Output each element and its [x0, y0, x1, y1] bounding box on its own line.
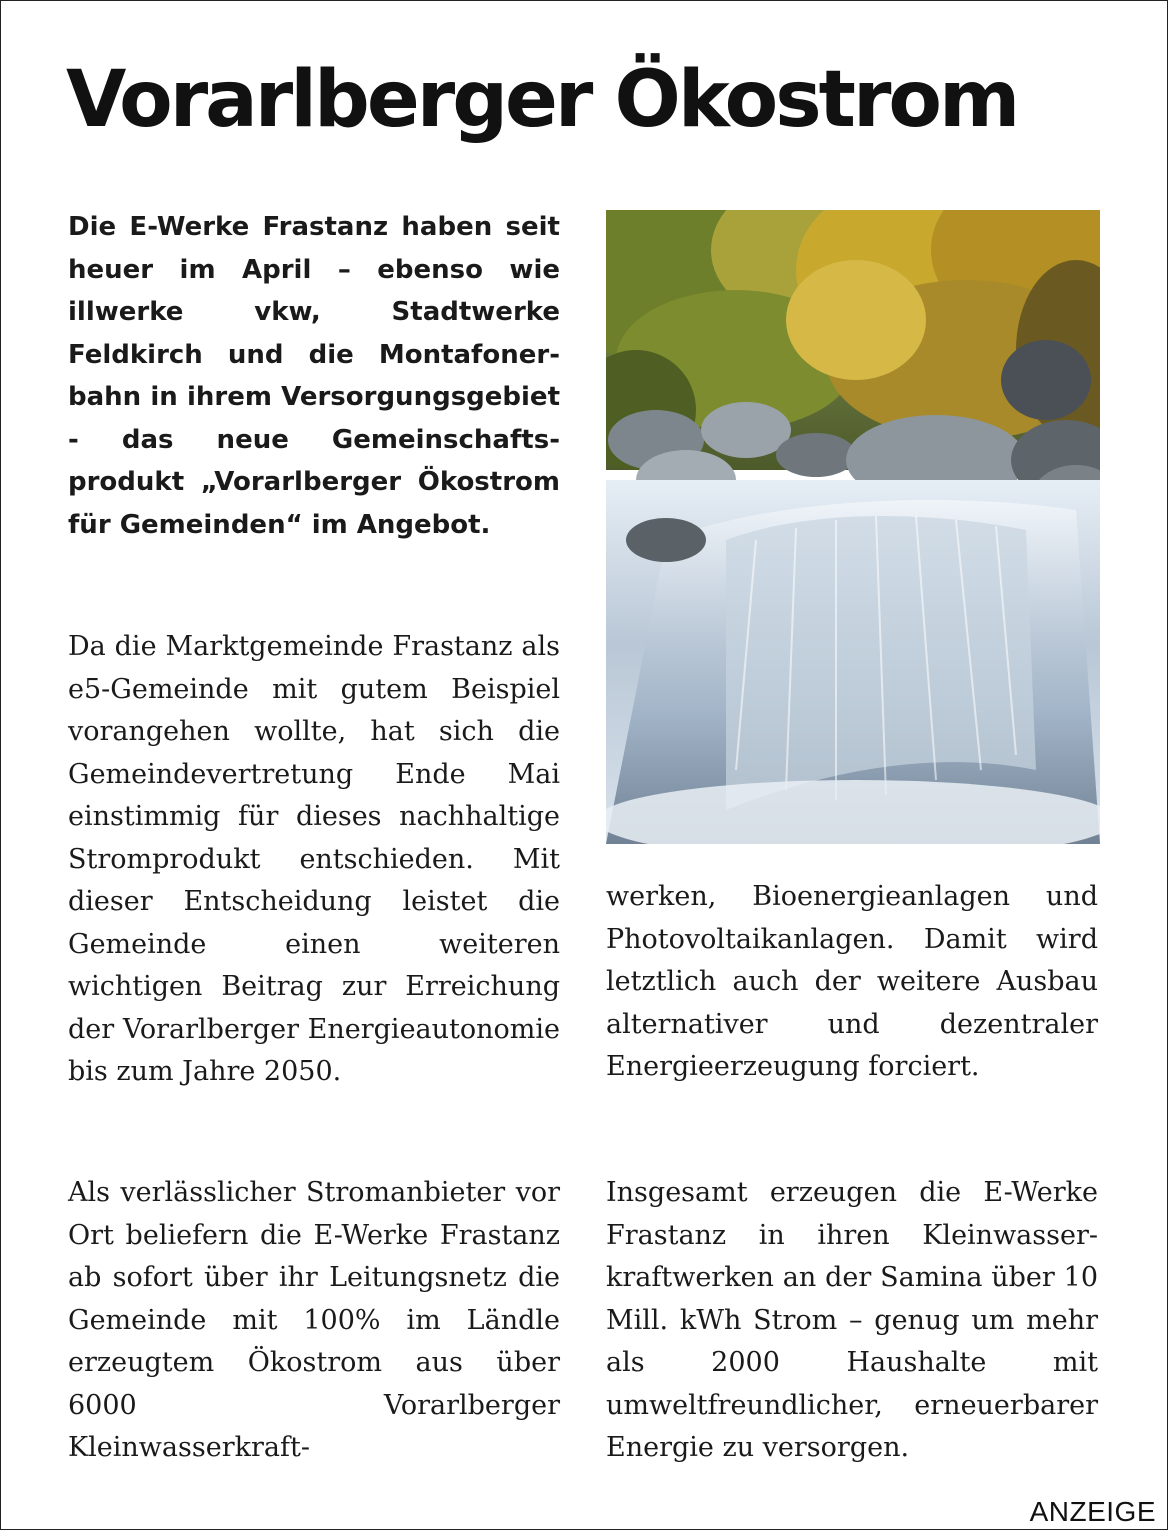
body-paragraph-4: Insgesamt erzeugen die E-Werke Frastanz in ihren Kleinwasserkraftwerken an der Samina über 10 Mill. kWh Strom – genug um mehr als 2000 Haushalte mit umweltfreundlicher, erneuerbarer Energie zu versorgen. — [606, 1177, 1098, 1463]
river-waterfall-photo — [606, 210, 1100, 844]
body-paragraph-3: werken, Bioenergieanlagen und Photovoltaikanlagen. Damit wird letztlich auch der weitere Ausbau alternativer und dezentraler Energieerzeugung forciert. — [606, 881, 1098, 1082]
body-paragraph-1: Da die Marktgemeinde Frastanz als e5-Gemeinde mit gutem Beispiel vorangehen wollte, hat sich die Gemeindevertretung Ende Mai einstimmig für dieses nachhaltige Stromprodukt entschieden. Mit dieser Entscheidung leistet die Gemeinde einen weiteren wichtigen Beitrag zur Erreichung der Vorarlberger Energieautonomie bis zum Jahre 2050. — [68, 631, 560, 1087]
body-paragraph-2: Als verlässlicher Stromanbieter vor Ort beliefern die E-Werke Frastanz ab sofort über ihr Leitungsnetz die Gemeinde mit 100% im Ländle erzeugtem Ökostrom aus über 6000 Vorarlberger Kleinwasserkraft- — [68, 1177, 560, 1463]
advertisement-label: ANZEIGE — [1029, 1496, 1156, 1527]
lead-paragraph: Die E-Werke Frastanz haben seit heuer im April – ebenso wie illwerke vkw, Stadtwerke Feldkirch und die Montafonerbahn in ihrem Versorgungsgebiet - das neue Gemeinschaftsprodukt „Vorarlberger Ökostrom für Gemeinden“ im Angebot. — [68, 212, 560, 540]
headline: Vorarlberger Ökostrom — [66, 55, 1018, 145]
